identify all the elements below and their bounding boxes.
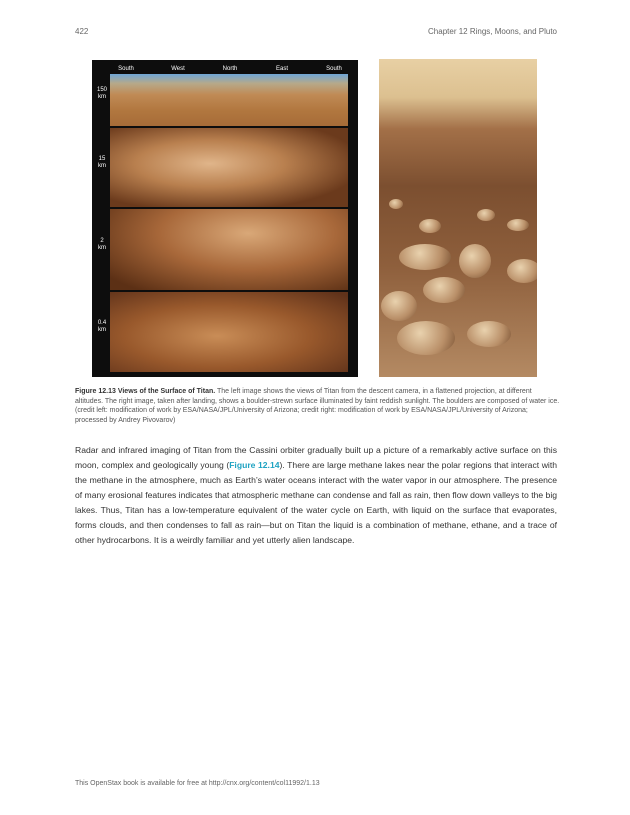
direction-label: South: [326, 66, 342, 72]
boulder: [507, 259, 537, 283]
altitude-strip-150km: [110, 74, 348, 126]
boulder: [477, 209, 495, 221]
figure-link[interactable]: Figure 12.14: [229, 460, 280, 470]
direction-label: North: [222, 66, 238, 72]
caption-label: Figure 12.13: [75, 388, 116, 395]
altitude-strip-15km: [110, 128, 348, 207]
boulder: [467, 321, 511, 347]
page-number: 422: [75, 27, 89, 36]
altitude-label: 15 km: [98, 156, 106, 169]
altitude-strip-04km: [110, 292, 348, 372]
page-footer: This OpenStax book is available for free at http://cnx.org/content/col11992/1.13: [75, 780, 320, 787]
altitude-strip-2km: [110, 209, 348, 290]
figure-caption: [75, 387, 560, 425]
surface-image: [379, 59, 537, 377]
caption-text: The left image shows the views of Titan from the descent camera, in a flattened projection, at different altitudes. The right image, taken after landing, shows a boulder-strewn surface illuminated by faint reddish sunlight. The boulders are composed of water ice. (credit left: modification of work by ESA/NASA/JPL/University of Arizona; credit right: modification of work by ESA/NASA/JPL/University of Arizona; processed by Andrey Pivovarov): [75, 388, 560, 424]
altitude-label: 150 km: [96, 87, 107, 100]
boulder: [459, 244, 491, 278]
direction-label: East: [275, 66, 289, 72]
boulder: [507, 219, 529, 231]
boulder: [423, 277, 465, 303]
boulder: [381, 291, 417, 321]
boulder: [397, 321, 455, 355]
altitude-label: 0.4 km: [97, 320, 107, 333]
caption-title: Views of the Surface of Titan.: [117, 388, 216, 395]
boulder: [389, 199, 403, 209]
running-header: Chapter 12 Rings, Moons, and Pluto: [428, 27, 557, 36]
descent-image: [92, 60, 358, 377]
direction-label: West: [171, 66, 185, 72]
altitude-label: 2 km: [98, 238, 106, 251]
boulder: [419, 219, 441, 233]
body-paragraph: Radar and infrared imaging of Titan from the Cassini orbiter gradually built up a picture of a remarkably active surface on this moon, complex and geologically young (Figure 12.14). There are large methane lakes near the polar regions that interact with the methane in the atmosphere, much as Earth’s water oceans interact with the water vapor in our atmosphere. The presence of many erosional features indicates that atmospheric methane can condense and fall as rain, then flow down valleys to the big lakes. Thus, Titan has a low-temperature equivalent of the water cycle on Earth, with liquid on the surface that evaporates, forms clouds, and then condenses to fall as rain—but on Titan the liquid is a combination of methane, ethane, and a trace of other hydrocarbons. It is a weirdly familiar and yet utterly alien landscape.: [75, 445, 558, 545]
boulder: [399, 244, 451, 270]
direction-label: South: [118, 66, 134, 72]
